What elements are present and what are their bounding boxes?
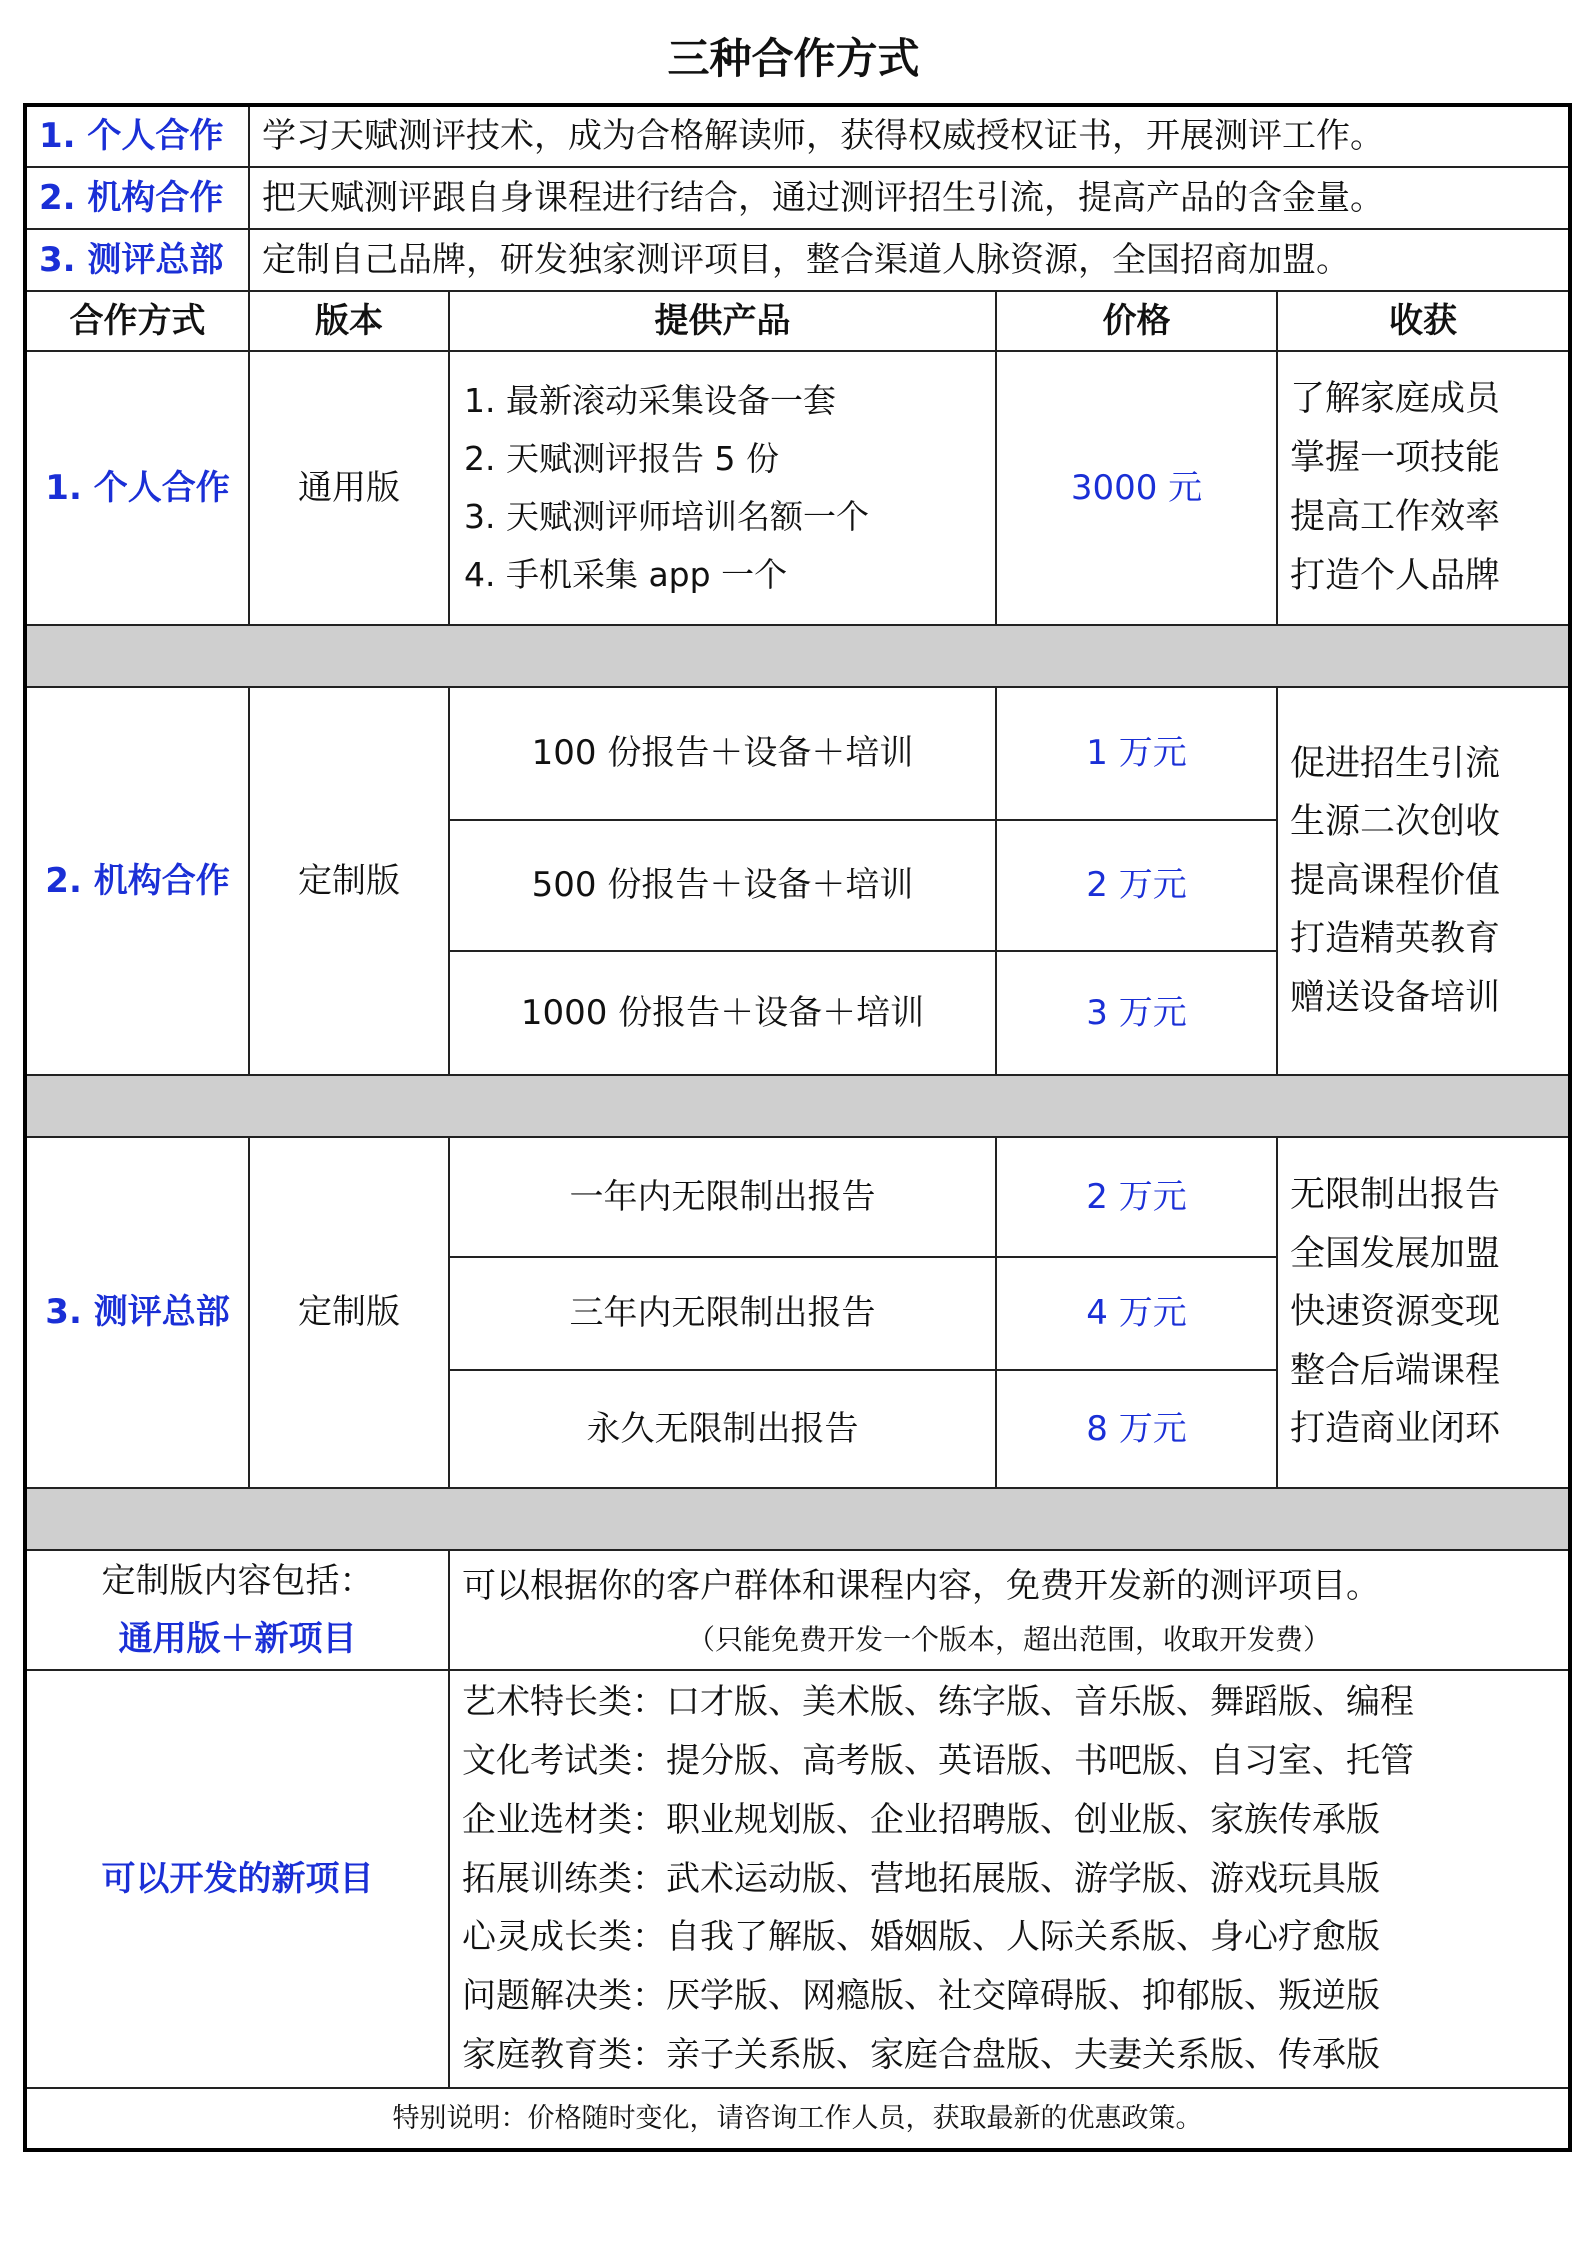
gain-item: 打造商业闭环 [1290, 1409, 1501, 1450]
institution-product: 500 份报告＋设备＋培训 [449, 820, 996, 951]
cooperation-table [23, 103, 1572, 2152]
projects-label: 可以开发的新项目 [25, 1670, 449, 2088]
projects-categories [449, 1670, 1570, 2088]
hq-product: 永久无限制出报告 [449, 1370, 996, 1488]
header-cell: 价格 [996, 291, 1277, 351]
intro-label: 2. 机构合作 [25, 167, 249, 229]
gain-item: 打造精英教育 [1290, 919, 1501, 960]
hq-label: 3. 测评总部 [25, 1137, 249, 1488]
gain-item: 整合后端课程 [1290, 1350, 1501, 1391]
custom-label-line2: 通用版＋新项目 [118, 1619, 357, 1659]
personal-products [449, 351, 996, 625]
intro-desc: 定制自己品牌，研发独家测评项目，整合渠道人脉资源，全国招商加盟。 [249, 229, 1570, 291]
institution-price: 2 万元 [996, 820, 1277, 951]
category-line: 拓展训练类：武术运动版、营地拓展版、游学版、游戏玩具版 [462, 1858, 1380, 1899]
hq-gains [1277, 1137, 1570, 1488]
footer-row [25, 2088, 1570, 2150]
personal-version: 通用版 [249, 351, 449, 625]
institution-label: 2. 机构合作 [25, 687, 249, 1075]
hq-row [25, 1137, 1570, 1257]
gain-item: 全国发展加盟 [1290, 1233, 1501, 1274]
institution-row [25, 687, 1570, 820]
intro-label: 1. 个人合作 [25, 105, 249, 167]
separator-row [25, 625, 1570, 687]
personal-row [25, 351, 1570, 625]
product-item: 3. 天赋测评师培训名额一个 [464, 497, 869, 536]
institution-version: 定制版 [249, 687, 449, 1075]
gain-item: 赠送设备培训 [1290, 977, 1501, 1018]
personal-gains [1277, 351, 1570, 625]
intro-row [25, 167, 1570, 229]
custom-desc: 可以根据你的客户群体和课程内容，免费开发新的测评项目。 [462, 1566, 1380, 1606]
institution-price: 1 万元 [996, 687, 1277, 820]
category-line: 企业选材类：职业规划版、企业招聘版、创业版、家族传承版 [462, 1799, 1380, 1840]
gain-item: 无限制出报告 [1290, 1175, 1501, 1216]
header-cell: 合作方式 [25, 291, 249, 351]
category-line: 文化考试类：提分版、高考版、英语版、书吧版、自习室、托管 [462, 1741, 1414, 1781]
footer-note: 特别说明：价格随时变化，请咨询工作人员，获取最新的优惠政策。 [25, 2088, 1570, 2150]
product-item: 4. 手机采集 app 一个 [464, 555, 788, 594]
hq-product: 三年内无限制出报告 [449, 1257, 996, 1370]
institution-product: 100 份报告＋设备＋培训 [449, 687, 996, 820]
category-line: 问题解决类：厌学版、网瘾版、社交障碍版、抑郁版、叛逆版 [462, 1976, 1380, 2017]
product-item: 1. 最新滚动采集设备一套 [464, 381, 836, 420]
custom-label-line1: 定制版内容包括： [101, 1561, 374, 1601]
separator-row [25, 1488, 1570, 1550]
intro-desc: 把天赋测评跟自身课程进行结合，通过测评招生引流，提高产品的含金量。 [249, 167, 1570, 229]
gain-item: 生源二次创收 [1290, 802, 1501, 843]
product-item: 2. 天赋测评报告 5 份 [464, 439, 779, 478]
gain-item: 促进招生引流 [1290, 743, 1501, 784]
header-cell: 收获 [1277, 291, 1570, 351]
personal-label: 1. 个人合作 [25, 351, 249, 625]
gain-item: 掌握一项技能 [1290, 438, 1501, 478]
gain-item: 了解家庭成员 [1290, 379, 1501, 419]
intro-row [25, 105, 1570, 167]
institution-product: 1000 份报告＋设备＋培训 [449, 951, 996, 1075]
page-title: 三种合作方式 [667, 34, 920, 83]
custom-row [25, 1550, 1570, 1670]
hq-version: 定制版 [249, 1137, 449, 1488]
custom-label [25, 1550, 449, 1670]
institution-price: 3 万元 [996, 951, 1277, 1075]
separator-row [25, 1075, 1570, 1137]
gain-item: 打造个人品牌 [1290, 556, 1501, 596]
custom-desc-cell [449, 1550, 1570, 1670]
category-line: 家庭教育类：亲子关系版、家庭合盘版、夫妻关系版、传承版 [462, 2034, 1380, 2075]
projects-row [25, 1670, 1570, 2088]
gain-item: 提高课程价值 [1290, 860, 1501, 901]
gain-item: 提高工作效率 [1290, 497, 1501, 537]
hq-price: 2 万元 [996, 1137, 1277, 1257]
header-cell: 提供产品 [449, 291, 996, 351]
hq-price: 4 万元 [996, 1257, 1277, 1370]
hq-product: 一年内无限制出报告 [449, 1137, 996, 1257]
intro-row [25, 229, 1570, 291]
custom-note: （只能免费开发一个版本，超出范围，收取开发费） [686, 1623, 1331, 1656]
intro-desc: 学习天赋测评技术，成为合格解读师，获得权威授权证书，开展测评工作。 [249, 105, 1570, 167]
intro-label: 3. 测评总部 [25, 229, 249, 291]
hq-price: 8 万元 [996, 1370, 1277, 1488]
category-line: 艺术特长类：口才版、美术版、练字版、音乐版、舞蹈版、编程 [462, 1682, 1414, 1723]
gain-item: 快速资源变现 [1290, 1292, 1501, 1333]
header-cell: 版本 [249, 291, 449, 351]
institution-gains [1277, 687, 1570, 1075]
category-line: 心灵成长类：自我了解版、婚姻版、人际关系版、身心疗愈版 [462, 1917, 1380, 1958]
personal-price: 3000 元 [996, 351, 1277, 625]
header-row [25, 291, 1570, 351]
